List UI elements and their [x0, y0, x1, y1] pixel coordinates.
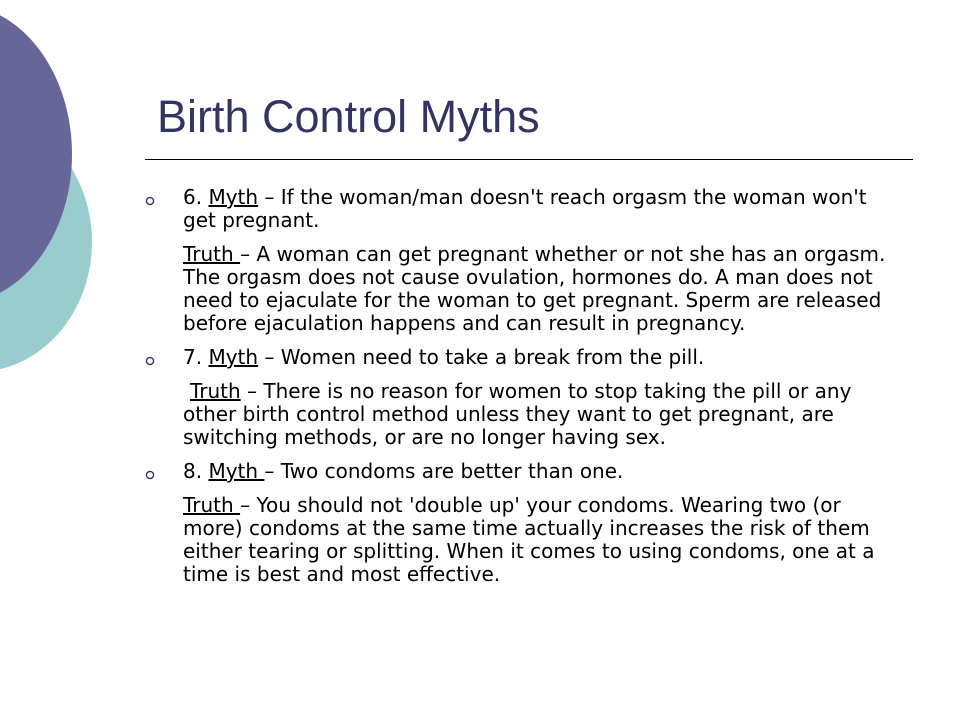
truth-label: Truth	[183, 493, 241, 517]
myth-number: 7.	[183, 345, 209, 369]
myth-item-7	[145, 346, 905, 369]
truth-item-7	[145, 380, 905, 449]
title-divider	[145, 159, 913, 160]
truth-label: Truth	[183, 242, 241, 266]
myth-label: Myth	[208, 459, 265, 483]
myth-text: – Women need to take a break from the pill.	[258, 345, 705, 369]
truth-label: Truth	[190, 379, 241, 403]
slide-title: Birth Control Myths	[157, 91, 540, 142]
myth-item-8	[145, 460, 905, 483]
myth-item-6	[145, 186, 905, 232]
truth-item-6	[145, 243, 905, 335]
truth-item-8	[145, 494, 905, 586]
slide-content	[145, 186, 905, 597]
truth-text: – A woman can get pregnant whether or not she has an orgasm. The orgasm does not cause ovulation, hormones do. A man does not need to ejaculate for the woman to get pregnant. Sperm are released before ejaculation happens and can result in pregnancy.	[183, 242, 886, 335]
myth-text: – Two condoms are better than one.	[264, 459, 624, 483]
ring-bullet-icon	[145, 356, 155, 366]
ring-bullet-icon	[145, 470, 155, 480]
myth-text: – If the woman/man doesn't reach orgasm the woman won't get pregnant.	[183, 185, 867, 232]
myth-number: 8.	[183, 459, 209, 483]
ring-bullet-icon	[145, 196, 155, 206]
truth-text: – There is no reason for women to stop taking the pill or any other birth control method unless they want to get pregnant, are switching methods, or are no longer having sex.	[183, 379, 852, 449]
truth-text: – You should not 'double up' your condoms. Wearing two (or more) condoms at the same time actually increases the risk of them either tearing or splitting. When it comes to using condoms, one at a time is best and most effective.	[183, 493, 875, 586]
myth-number: 6.	[183, 185, 209, 209]
myth-label: Myth	[208, 345, 259, 369]
myth-label: Myth	[208, 185, 259, 209]
